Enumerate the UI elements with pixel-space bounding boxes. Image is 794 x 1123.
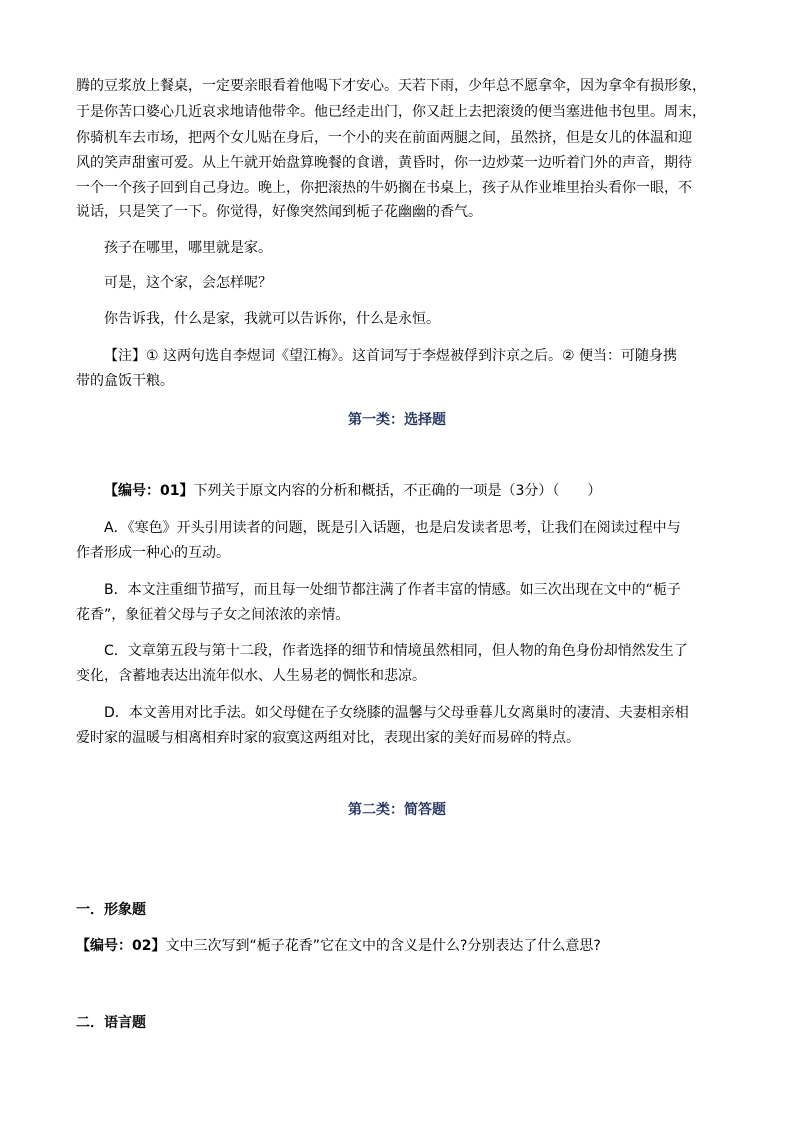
- subsection-1-title: 一．形象题: [76, 902, 146, 918]
- question-02-tag: 【编号：02】: [76, 938, 166, 954]
- passage-line-3: 你骑机车去市场，把两个女儿贴在身后，一个小的夹在前面两腿之间，虽然挤，但是女儿的体温和迎: [76, 130, 692, 146]
- subsection-2-title: 二．语言题: [76, 1015, 146, 1031]
- passage-paragraph-3: 可是，这个家，会怎样呢？: [104, 275, 272, 291]
- note-line-1: 【注】① 这两句选自李煜词《望江梅》。这首词写于李煜被俘到汴京之后。② 便当：可随身携: [104, 348, 677, 364]
- passage-line-5: 一个一个孩子回到自己身边。晚上，你把滚热的牛奶搁在书桌上，孩子从作业堆里抬头看你一眼，不: [76, 180, 692, 196]
- question-01: [104, 483, 754, 499]
- question-02: [76, 938, 726, 954]
- passage-line-4: 风的笑声甜蜜可爱。从上午就开始盘算晚餐的食谱，黄昏时，你一边炒菜一边听着门外的声音，期待: [76, 155, 692, 171]
- note-line-2: 带的盒饭干粮。: [76, 373, 174, 389]
- option-c-line-2: 变化，含蓄地表达出流年似水、人生易老的惆怅和悲凉。: [76, 668, 426, 684]
- passage-paragraph-4: 你告诉我，什么是家，我就可以告诉你，什么是永恒。: [104, 311, 440, 327]
- question-01-text: 下列关于原文内容的分析和概括，不正确的一项是（3分）（ ）: [193, 483, 602, 499]
- option-b-line-1: B．本文注重细节描写，而且每一处细节都注满了作者丰富的情感。如三次出现在文中的“栀子: [104, 582, 681, 598]
- option-d-line-2: 爱时家的温暖与相离相弃时家的寂寞这两组对比，表现出家的美好而易碎的特点。: [76, 730, 580, 746]
- section-2-title: 第二类：简答题: [348, 802, 446, 818]
- question-02-text: 文中三次写到“栀子花香”它在文中的含义是什么?分别表达了什么意思?: [165, 938, 601, 954]
- passage-paragraph-2: 孩子在哪里，哪里就是家。: [104, 240, 272, 256]
- option-a-line-2: 作者形成一种心的互动。: [76, 545, 230, 561]
- option-d-line-1: D．本文善用对比手法。如父母健在子女绕膝的温馨与父母垂暮儿女离巢时的凄清、夫妻相亲相: [104, 705, 689, 721]
- passage-line-1: 腾的豆浆放上餐桌，一定要亲眼看着他喝下才安心。天若下雨，少年总不愿拿伞，因为拿伞有损形象，: [76, 78, 706, 94]
- option-c-line-1: C．文章第五段与第十二段，作者选择的细节和情境虽然相同，但人物的角色身份却悄然发生了: [104, 643, 688, 659]
- passage-line-6: 说话，只是笑了一下。你觉得，好像突然闻到栀子花幽幽的香气。: [76, 204, 482, 220]
- passage-line-2: 于是你苦口婆心几近哀求地请他带伞。他已经走出门，你又赶上去把滚烫的便当塞进他书包里。周末，: [76, 104, 706, 120]
- option-a-line-1: A．《寒色》开头引用读者的问题，既是引入话题，也是启发读者思考，让我们在阅读过程中与: [104, 520, 681, 536]
- section-1-title: 第一类：选择题: [348, 412, 446, 428]
- option-b-line-2: 花香”，象征着父母与子女之间浓浓的亲情。: [76, 607, 350, 623]
- question-01-tag: 【编号：01】: [104, 483, 194, 499]
